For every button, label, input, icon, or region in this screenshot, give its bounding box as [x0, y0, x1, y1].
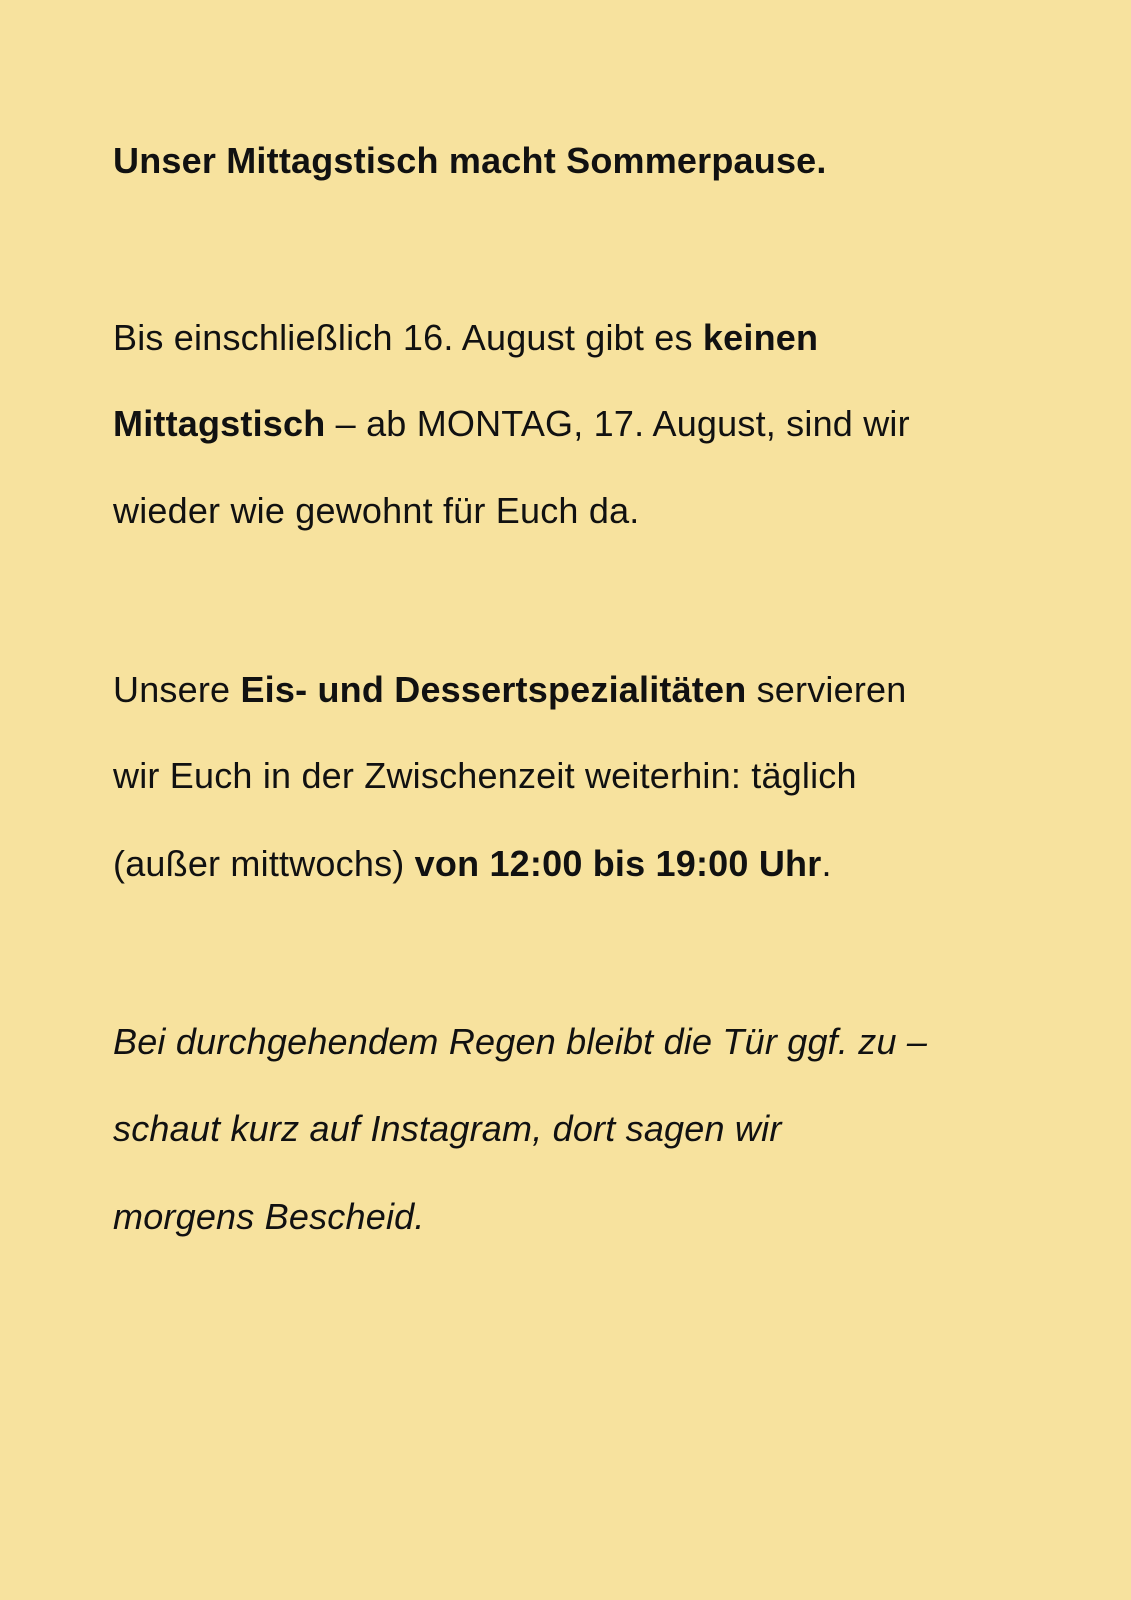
- emphasis-text: Mittagstisch: [113, 403, 326, 444]
- text-segment: (außer mittwochs): [113, 843, 415, 884]
- paragraph-3-line-3: morgens Bescheid.: [113, 1196, 425, 1237]
- paragraph-3-line-2: schaut kurz auf Instagram, dort sagen wir: [113, 1108, 782, 1149]
- text-segment: – ab MONTAG, 17. August, sind wir: [325, 403, 910, 444]
- notice-heading: Unser Mittagstisch macht Sommerpause.: [113, 140, 827, 181]
- paragraph-2-line-2: wir Euch in der Zwischenzeit weiterhin: täglich: [113, 755, 857, 796]
- emphasis-text: keinen: [702, 317, 819, 358]
- text-segment: Unsere: [113, 669, 241, 710]
- paragraph-1-line-2: [113, 402, 910, 446]
- opening-hours: von 12:00 bis 19:00 Uhr: [414, 843, 822, 884]
- paragraph-3-line-1: Bei durchgehendem Regen bleibt die Tür ggf. zu –: [113, 1021, 928, 1062]
- text-segment: .: [821, 843, 832, 884]
- paragraph-2-line-3: [113, 842, 832, 886]
- emphasis-text: Eis- und Dessertspezialitäten: [240, 669, 747, 710]
- paragraph-1-line-3: wieder wie gewohnt für Euch da.: [113, 490, 640, 531]
- paragraph-1-line-1: [113, 316, 818, 360]
- text-segment: servieren: [746, 669, 907, 710]
- text-segment: Bis einschließlich 16. August gibt es: [113, 317, 703, 358]
- paragraph-2-line-1: [113, 668, 906, 712]
